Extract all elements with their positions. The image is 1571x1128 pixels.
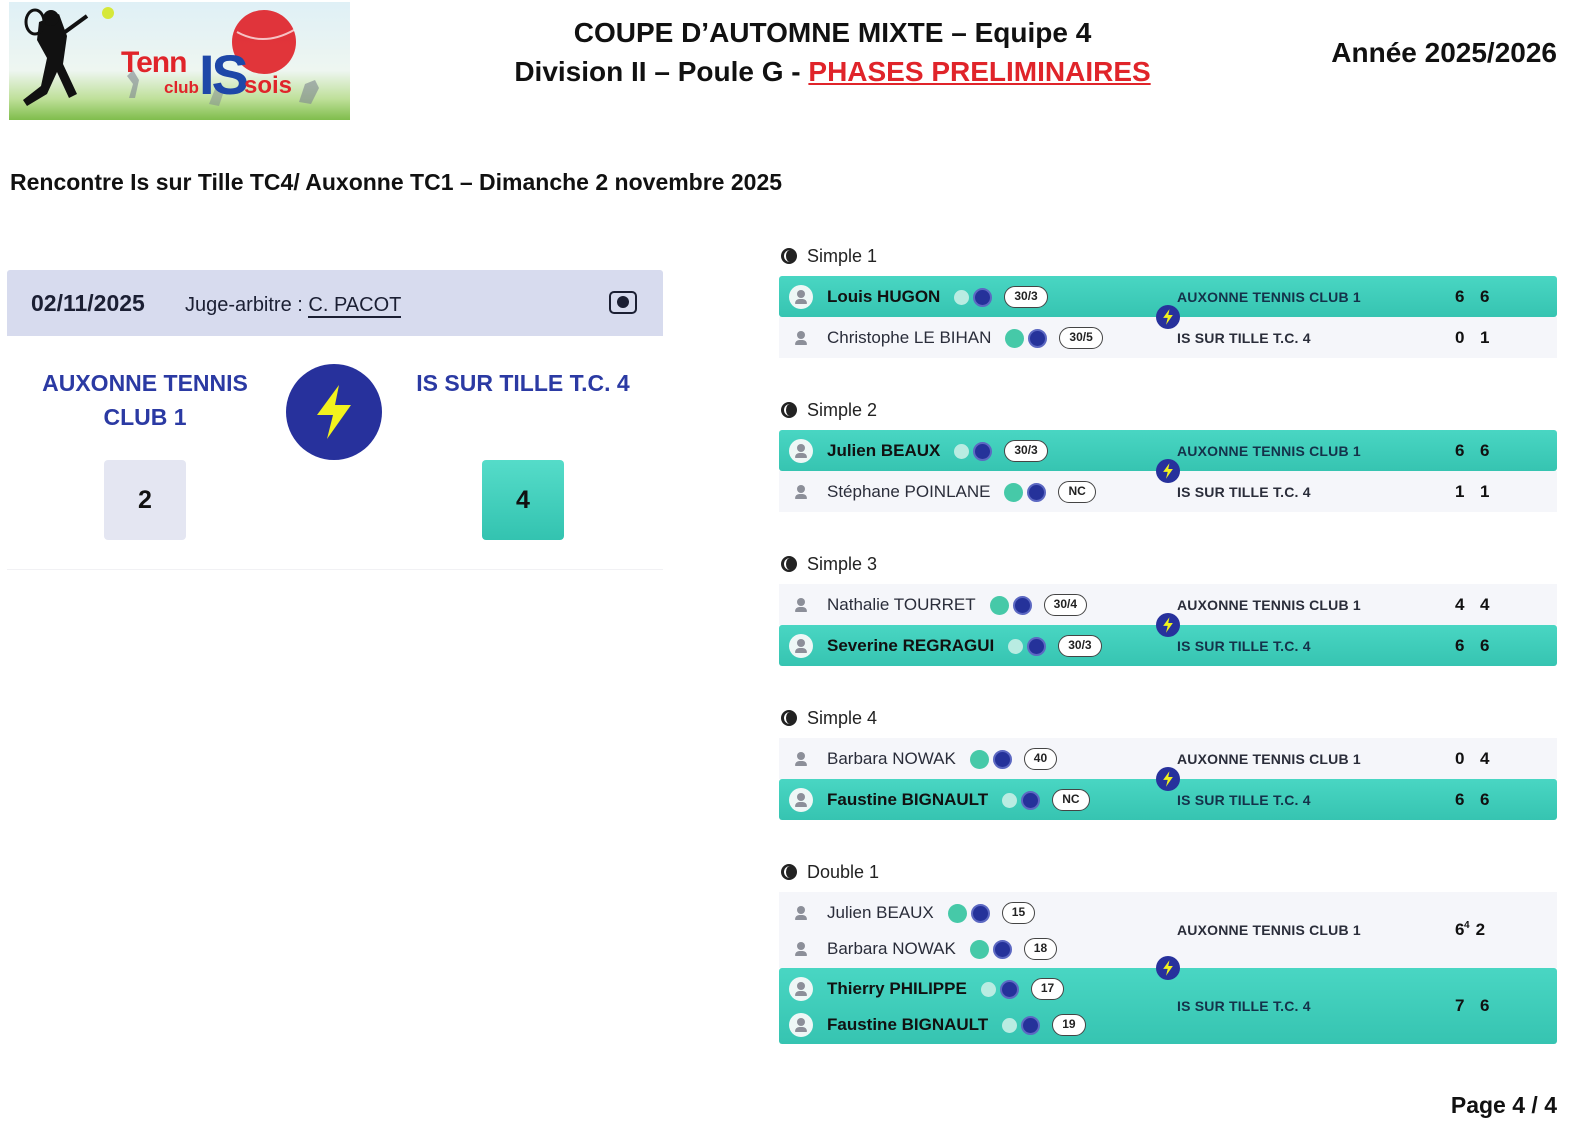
club-name: IS SUR TILLE T.C. 4 [1177,998,1311,1014]
license-badge-icon [1027,483,1046,502]
set-score: 6 [1480,441,1490,460]
division-text: Division II – Poule G - [514,56,809,87]
player-ranking-badge: 30/3 [1004,440,1047,462]
set-scores [1455,749,1505,769]
match-block [779,392,1557,512]
page-number: Page 4 / 4 [1450,1092,1557,1118]
lightning-icon [1156,613,1180,637]
player-name[interactable]: Julien BEAUX [827,441,941,460]
avatar-icon [789,285,813,309]
tennis-ball-badge-icon [954,290,969,305]
match-label-text: Simple 2 [807,400,878,420]
club-name: AUXONNE TENNIS CLUB 1 [1177,922,1361,938]
club-name: IS SUR TILLE T.C. 4 [1177,484,1311,500]
club-name: AUXONNE TENNIS CLUB 1 [1177,597,1361,613]
match-date: 02/11/2025 [31,290,145,316]
home-team-name: AUXONNE TENNIS CLUB 1 [42,370,248,430]
player-ranking-badge: 15 [1002,902,1035,924]
player-ranking-badge: 17 [1031,978,1064,1000]
camera-icon[interactable] [609,291,637,314]
set-scores [1455,636,1505,656]
set-scores [1455,441,1505,461]
tennis-ball-icon [781,556,797,572]
set-scores [1455,595,1505,615]
player-ranking-badge: NC [1052,789,1089,811]
match-label-text: Simple 4 [807,708,878,728]
set-scores [1455,482,1505,502]
set-score: 1 [1480,482,1490,501]
match-label [779,700,1557,738]
referee [185,294,401,317]
set-score: 0 [1455,328,1465,347]
player-ranking-badge: 30/5 [1059,327,1102,349]
set-score: 4 [1480,595,1490,614]
license-badge-icon [973,288,992,307]
license-badge-icon [973,442,992,461]
license-badge-icon [1013,596,1032,615]
set-score: 4 [1455,595,1465,614]
player[interactable] [789,744,1057,774]
license-badge-icon [993,750,1012,769]
tennis-ball-icon [781,710,797,726]
player-ranking-badge: 30/4 [1044,594,1087,616]
match-block [779,854,1557,1044]
lightning-icon [1156,767,1180,791]
set-score: 6 [1480,996,1490,1015]
away-team-name: IS SUR TILLE T.C. 4 [416,370,630,396]
set-score: 6 [1455,790,1465,809]
avatar-icon [789,937,813,961]
lightning-icon [286,364,382,460]
loser-row[interactable] [779,738,1557,779]
player[interactable] [789,436,1048,466]
match-list [779,238,1557,1044]
player[interactable] [789,590,1087,620]
set-scores [1455,328,1505,348]
season-label: Année 2025/2026 [1331,37,1557,68]
player[interactable] [789,631,1102,661]
set-scores [1455,920,1501,940]
club-logo [9,2,350,120]
match-label-text: Simple 1 [807,246,878,266]
page-title: COUPE D’AUTOMNE MIXTE – Equipe 4 [573,17,1092,48]
player-ranking-badge: 30/3 [1058,635,1101,657]
set-score: 6 [1480,636,1490,655]
player-name[interactable]: Barbara NOWAK [827,749,956,768]
set-score: 2 [1475,920,1486,939]
club-name: IS SUR TILLE T.C. 4 [1177,330,1311,346]
referee-name-link[interactable]: C. PACOT [308,294,402,316]
tennis-ball-badge-icon [954,444,969,459]
player-name[interactable]: Barbara NOWAK [827,939,956,958]
set-score: 0 [1455,749,1465,768]
player-name[interactable]: Louis HUGON [827,287,941,306]
match-block [779,546,1557,666]
license-badge-icon [1021,791,1040,810]
loser-row[interactable] [779,892,1557,968]
player[interactable] [789,785,1090,815]
avatar-icon [789,1013,813,1037]
home-team-score: 2 [104,460,186,540]
tiebreak-score: 4 [1464,920,1470,932]
club-name: AUXONNE TENNIS CLUB 1 [1177,289,1361,305]
tennis-ball-badge-icon [1005,329,1024,348]
club-name: AUXONNE TENNIS CLUB 1 [1177,751,1361,767]
license-badge-icon [1000,980,1019,999]
set-scores [1455,287,1505,307]
tennis-ball-badge-icon [1008,639,1023,654]
tennis-ball-badge-icon [1002,793,1017,808]
set-scores [1455,996,1505,1016]
logo-text-sois: sois [244,72,293,99]
page-subtitle-division [460,56,1205,88]
player[interactable] [789,974,1064,1004]
away-team-score: 4 [482,460,564,540]
avatar-icon [789,901,813,925]
player[interactable] [789,898,1035,928]
club-name: AUXONNE TENNIS CLUB 1 [1177,443,1361,459]
player-ranking-badge: NC [1058,481,1095,503]
player-name[interactable]: Stéphane POINLANE [827,482,991,501]
avatar-icon [789,747,813,771]
player-ranking-badge: 30/3 [1004,286,1047,308]
match-block [779,238,1557,358]
player-ranking-badge: 19 [1052,1014,1085,1036]
tennis-ball-badge-icon [1004,483,1023,502]
match-summary-card [7,270,663,570]
lightning-icon [1156,459,1180,483]
winner-row[interactable] [779,430,1557,471]
match-label [779,854,1557,892]
tennis-ball-badge-icon [990,596,1009,615]
player-name[interactable]: Thierry PHILIPPE [827,979,967,998]
summary-header [7,270,663,336]
avatar-icon [789,326,813,350]
match-label [779,392,1557,430]
tennis-ball-badge-icon [948,904,967,923]
player[interactable] [789,934,1057,964]
logo-text-is: IS [199,43,246,106]
logo-text-club: club [164,78,199,97]
set-scores [1455,790,1505,810]
club-name: IS SUR TILLE T.C. 4 [1177,638,1311,654]
avatar-icon [789,593,813,617]
player[interactable] [789,323,1103,353]
license-badge-icon [993,940,1012,959]
player-name[interactable]: Nathalie TOURRET [827,595,976,614]
tennis-ball-icon [781,248,797,264]
player-name[interactable]: Christophe LE BIHAN [827,328,992,347]
club-name: IS SUR TILLE T.C. 4 [1177,792,1311,808]
set-score: 4 [1480,749,1490,768]
match-label-text: Double 1 [807,862,880,882]
set-score: 1 [1455,482,1465,501]
player-name[interactable]: Faustine BIGNAULT [827,1015,989,1034]
tennis-ball-badge-icon [970,750,989,769]
license-badge-icon [1021,1016,1040,1035]
avatar-icon [789,634,813,658]
phase-highlight: PHASES PRELIMINAIRES [808,56,1151,87]
player-name[interactable]: Julien BEAUX [827,903,934,922]
set-score: 6 [1480,287,1490,306]
set-score: 6 [1455,636,1465,655]
avatar-icon [789,977,813,1001]
license-badge-icon [1028,329,1047,348]
tennis-ball-badge-icon [1002,1018,1017,1033]
avatar-icon [789,439,813,463]
player[interactable] [789,1010,1086,1040]
player-ranking-badge: 40 [1024,748,1057,770]
match-label [779,238,1557,276]
tennis-ball-icon [781,864,797,880]
player[interactable] [789,477,1096,507]
tennis-ball-icon [781,402,797,418]
set-score: 6 [1455,287,1465,306]
referee-label: Juge-arbitre : [185,294,309,316]
player-ranking-badge: 18 [1024,938,1057,960]
set-score: 6 [1455,441,1465,460]
set-score: 7 [1455,996,1465,1015]
license-badge-icon [971,904,990,923]
set-score: 6 [1480,790,1490,809]
lightning-icon [1156,956,1180,980]
set-score: 1 [1480,328,1490,347]
player-name[interactable]: Faustine BIGNAULT [827,790,989,809]
match-block [779,700,1557,820]
player[interactable] [789,282,1048,312]
set-score: 6 [1455,920,1465,939]
avatar-icon [789,788,813,812]
match-label-text: Simple 3 [807,554,878,574]
match-label [779,546,1557,584]
avatar-icon [789,480,813,504]
encounter-heading: Rencontre Is sur Tille TC4/ Auxonne TC1 – Dimanche 2 novembre 2025 [10,169,783,195]
loser-row[interactable] [779,584,1557,625]
winner-row[interactable] [779,276,1557,317]
lightning-icon [1156,305,1180,329]
license-badge-icon [1027,637,1046,656]
player-name[interactable]: Severine REGRAGUI [827,636,995,655]
logo-text-tenn: Tenn [121,46,187,79]
tennis-ball-badge-icon [970,940,989,959]
tennis-ball-badge-icon [981,982,996,997]
